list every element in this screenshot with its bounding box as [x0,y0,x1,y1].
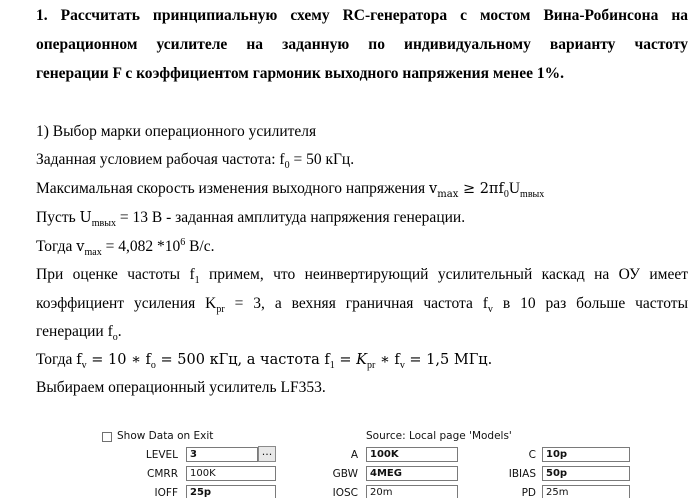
model-parameters-dialog [98,428,658,498]
param-label-a: A [350,449,358,461]
param-field-gbw[interactable]: 4MEG [366,466,458,481]
section-heading: 1) Выбор марки операционного усилителя [36,123,317,140]
frequency-line: Заданная условием рабочая частота: $f_0 = 50$ кГц. [36,151,355,172]
task-title-line-3: генерации F с коэффициентом гармоник выходного напряжения менее 1%. [36,65,564,82]
param-label-pd: PD [521,487,536,498]
calculation-line: Тогда $f_v = 10$ ∗ $f_o = 500$ кГц, а частота $f_1 = K_{pr}$ ∗ $f_v = 1,5$ МГц. [36,351,493,372]
estimate-line-3: генерации $f_o$. [36,323,122,344]
param-field-pd[interactable]: 25m [542,485,630,498]
param-label-c: C [528,449,536,461]
browse-button[interactable]: ... [258,446,276,462]
slew-value-line: Тогда $v_{max} = 4,082$ $*10^6$ В/с. [36,236,215,259]
show-data-label: Show Data on Exit [117,430,214,442]
param-field-c[interactable]: 10p [542,447,630,462]
amplitude-line: Пусть $U_{mвых} = 13$ В - заданная амплитуда напряжения генерации. [36,209,466,230]
param-label-ibias: IBIAS [508,468,536,480]
param-field-ibias[interactable]: 50p [542,466,630,481]
param-field-a[interactable]: 100K [366,447,458,462]
param-label-gbw: GBW [332,468,358,480]
task-title-line-2: операционном усилителе на заданную по индивидуальному варианту частоту [36,36,688,53]
task-title-line-1: 1. Рассчитать принципиальную схему RC-генератора с мостом Вина-Робинсона на [36,7,688,24]
param-field-iosc[interactable]: 20m [366,485,458,498]
param-field-ioff[interactable]: 25p [186,485,276,498]
param-label-ioff: IOFF [154,487,178,498]
param-label-level: LEVEL [145,449,178,461]
param-label-iosc: IOSC [332,487,358,498]
param-label-cmrr: CMRR [147,468,178,480]
op-amp-choice: Выбираем операционный усилитель LF353. [36,379,326,396]
show-data-checkbox[interactable] [102,432,112,442]
slew-rate-line: Максимальная скорость изменения выходного напряжения $v_{max} \ge 2\pi f_0U_{mвых}$ [36,180,545,201]
param-field-cmrr[interactable]: 100K [186,466,276,481]
estimate-line-2: коэффициент усиления $K_{pr} = 3$, а вехняя граничная частота $f_v$ в 10 раз больше частоты [36,295,688,316]
param-field-level[interactable]: 3 [186,447,258,462]
model-source-label: Source: Local page 'Models' [366,430,512,442]
estimate-line-1: При оценке частоты $f_1$ примем, что неинвертирующий усилительный каскад на ОУ имеет [36,266,688,287]
